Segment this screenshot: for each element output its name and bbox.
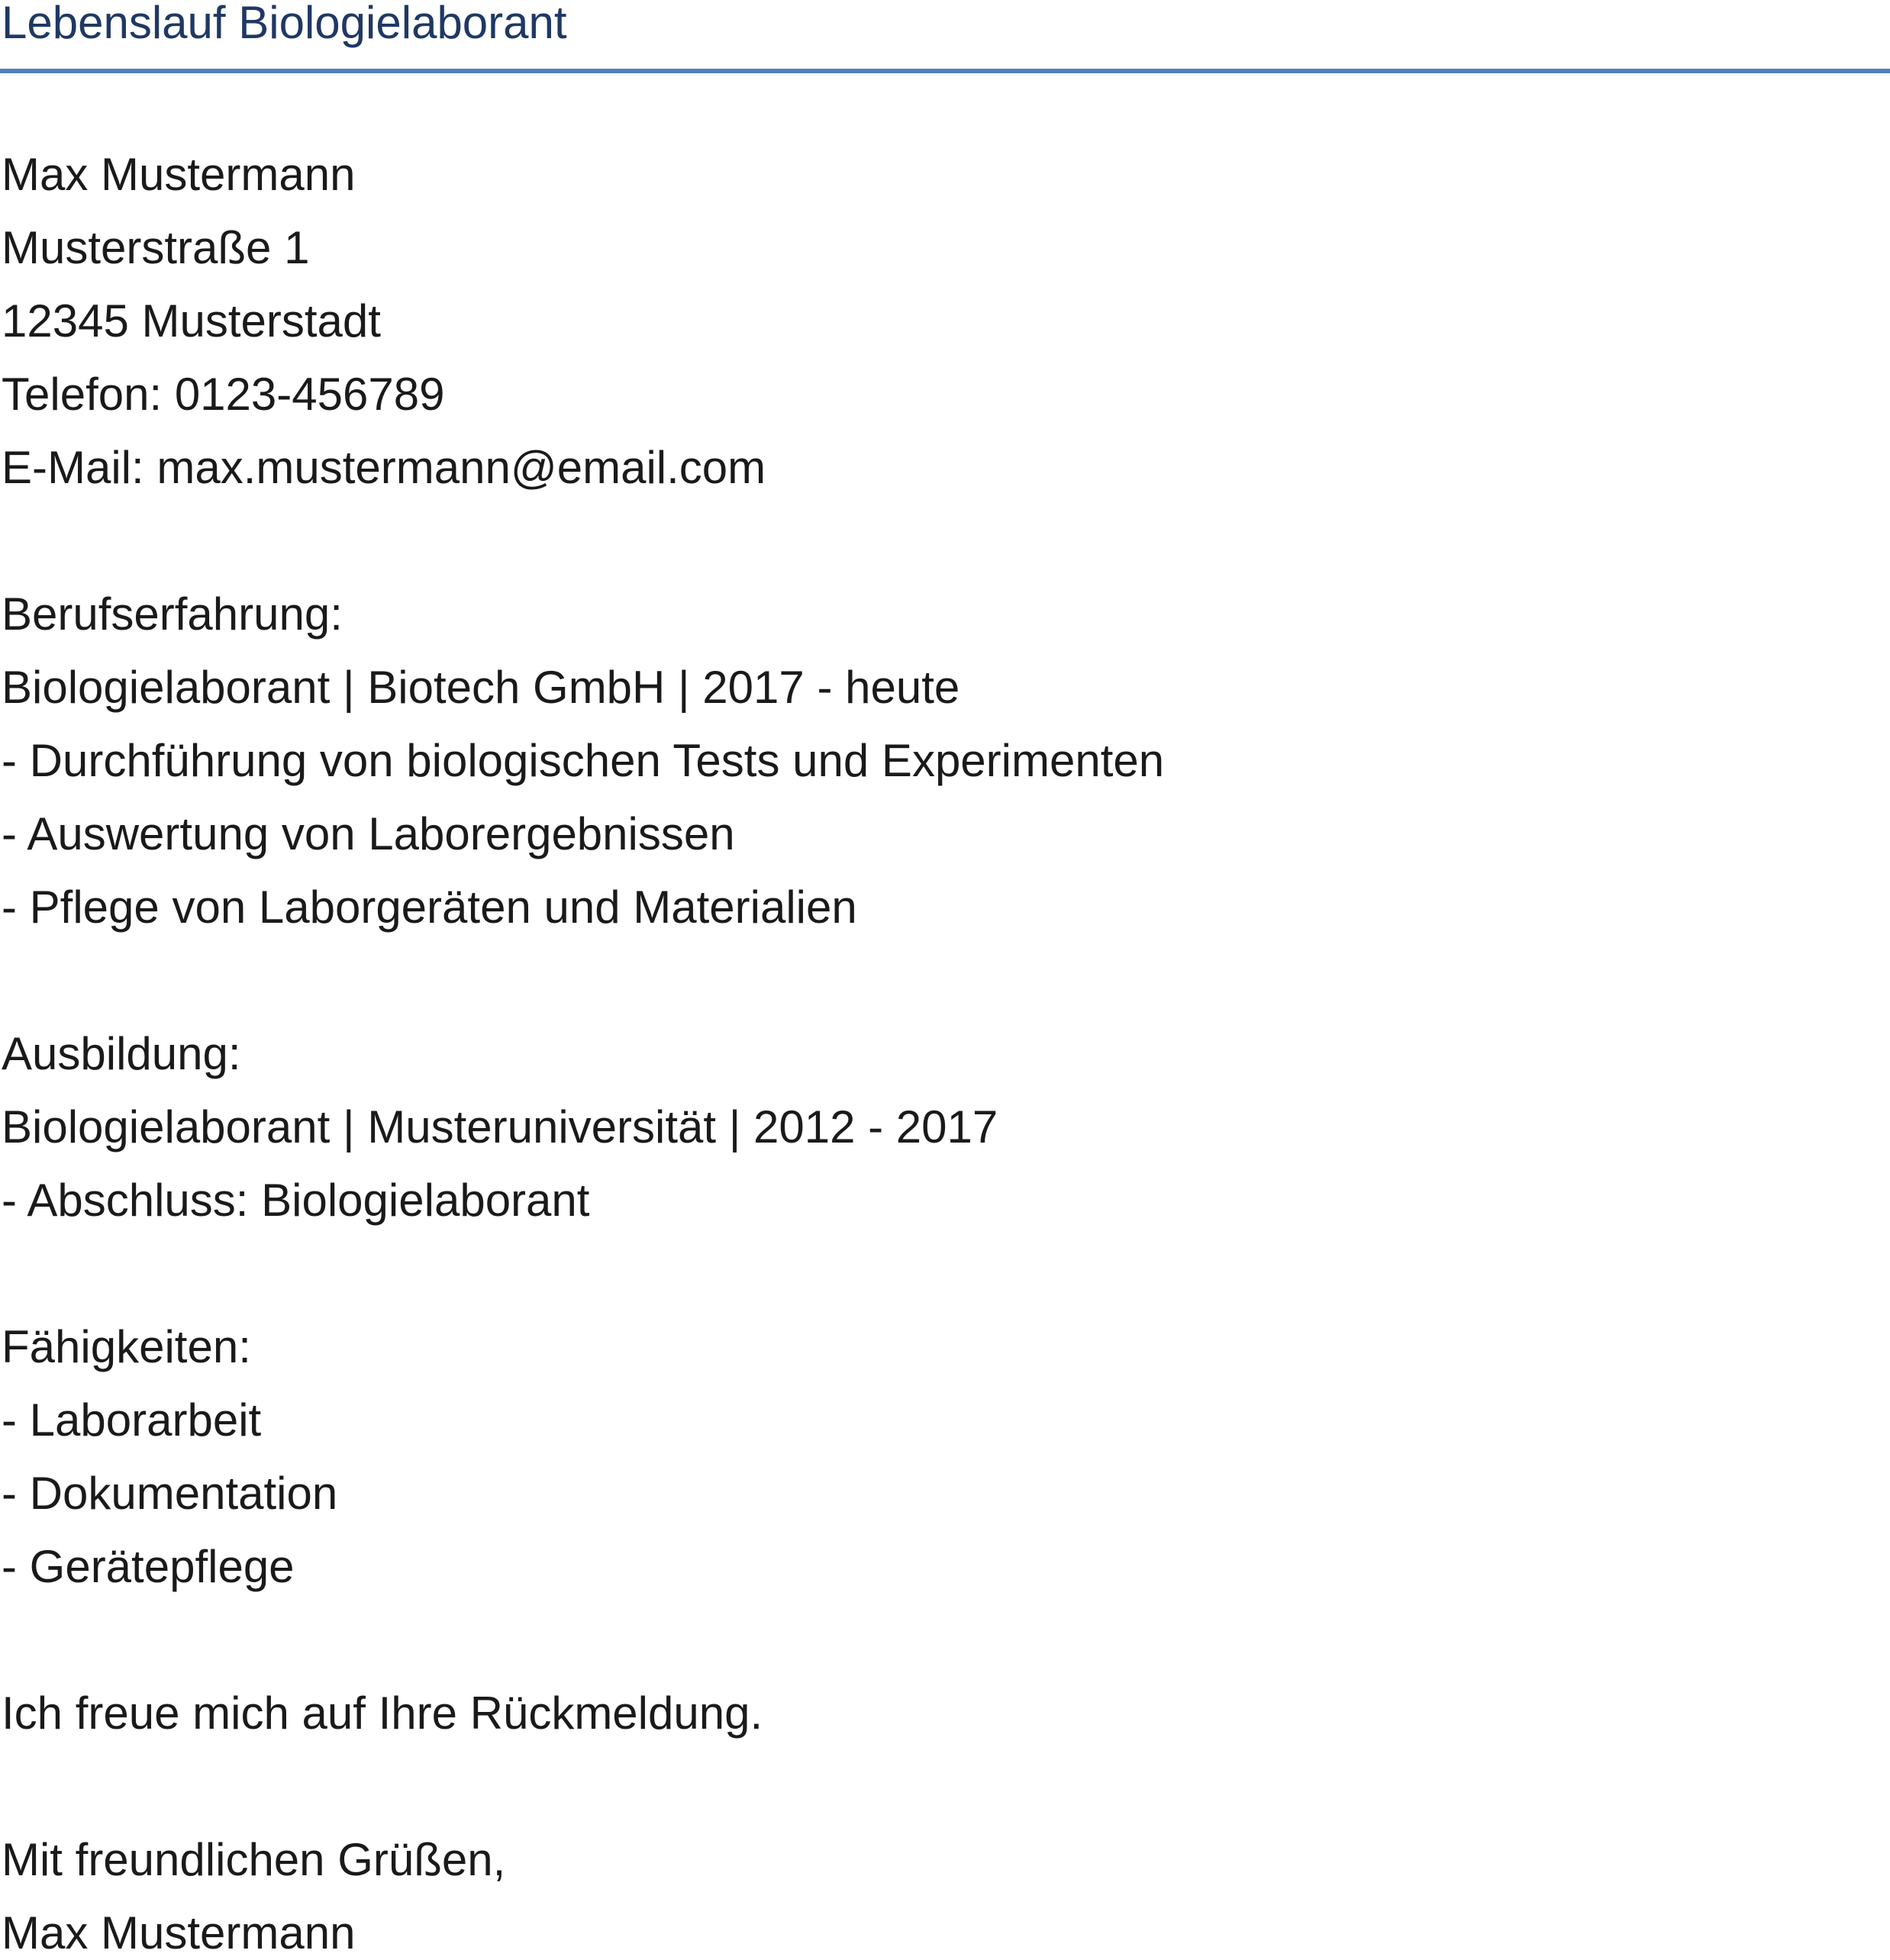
education-heading: Ausbildung: (2, 1028, 241, 1079)
salutation: Mit freundlichen Grüßen, (2, 1834, 506, 1885)
contact-name: Max Mustermann (2, 149, 356, 200)
education-entry: Biologielaborant | Musteruniversität | 2012 - 2017 (2, 1101, 998, 1152)
skills-heading: Fähigkeiten: (2, 1321, 251, 1372)
experience-task: - Auswertung von Laborergebnissen (2, 808, 735, 859)
contact-email: E-Mail: max.mustermann@email.com (2, 442, 766, 493)
experience-position: Biologielaborant | Biotech GmbH | 2017 - heute (2, 662, 960, 713)
skill-item: - Laborarbeit (2, 1394, 262, 1446)
document-title: Lebenslauf Biologielaborant (2, 0, 567, 48)
title-underline (0, 69, 1890, 73)
contact-street: Musterstraße 1 (2, 222, 310, 273)
experience-task: - Durchführung von biologischen Tests und Experimenten (2, 735, 1165, 786)
skill-item: - Gerätepflege (2, 1541, 295, 1592)
contact-city: 12345 Musterstadt (2, 295, 381, 347)
contact-phone: Telefon: 0123-456789 (2, 369, 445, 420)
experience-heading: Berufserfahrung: (2, 588, 343, 640)
signature-name: Max Mustermann (2, 1907, 356, 1958)
experience-task: - Pflege von Laborgeräten und Materialien (2, 882, 857, 933)
closing-sentence: Ich freue mich auf Ihre Rückmeldung. (2, 1688, 763, 1739)
education-detail: - Abschluss: Biologielaborant (2, 1175, 590, 1226)
skill-item: - Dokumentation (2, 1468, 338, 1519)
